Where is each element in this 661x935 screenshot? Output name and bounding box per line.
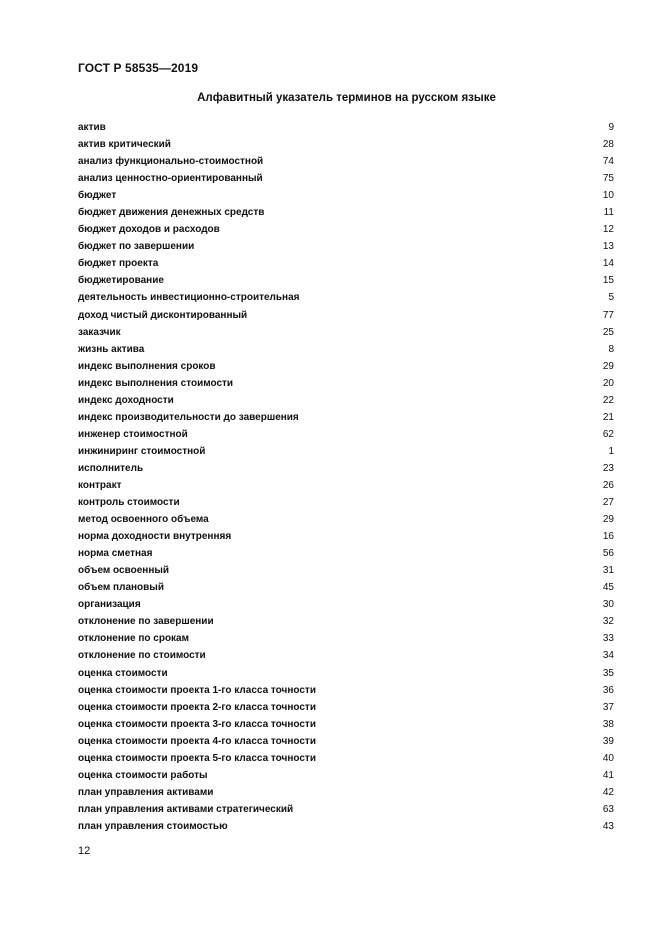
index-entry-page: 13 <box>602 241 614 253</box>
index-entry-page: 1 <box>608 445 614 457</box>
index-entry-term: заказчик <box>78 326 121 338</box>
index-entry-page: 15 <box>602 275 614 287</box>
index-entry <box>78 122 614 139</box>
index-entry-page: 74 <box>602 156 614 168</box>
index-entry-page: 29 <box>602 514 614 526</box>
index-entry-page: 63 <box>602 803 614 815</box>
index-entry-term: актив <box>78 122 106 133</box>
index-entry <box>78 685 614 702</box>
index-entry-page: 75 <box>602 173 614 185</box>
index-entry-term: оценка стоимости <box>78 667 168 679</box>
index-entry <box>78 616 614 633</box>
index-entry-term: отклонение по стоимости <box>78 650 206 662</box>
index-entry <box>78 207 614 224</box>
index-entry <box>78 804 614 821</box>
index-entry <box>78 650 614 667</box>
index-entry-page: 35 <box>602 667 614 679</box>
document-header: ГОСТ Р 58535—2019 <box>78 61 199 75</box>
index-entry-page: 29 <box>602 360 614 372</box>
index-entry <box>78 821 614 838</box>
index-entry-term: анализ функционально-стоимостной <box>78 156 264 168</box>
index-entry <box>78 770 614 787</box>
index-entry-page: 5 <box>608 292 614 304</box>
index-entry <box>78 327 614 344</box>
index-entry-term: план управления активами стратегический <box>78 803 294 815</box>
index-entry <box>78 224 614 241</box>
index-entry-term: контракт <box>78 479 122 491</box>
index-entry-term: организация <box>78 599 141 611</box>
index-entry-term: анализ ценностно-ориентированный <box>78 173 263 185</box>
index-entry-term: план управления стоимостью <box>78 820 228 832</box>
index-entry <box>78 378 614 395</box>
index-entry-term: норма доходности внутренняя <box>78 531 232 543</box>
index-entry-page: 31 <box>602 565 614 577</box>
index-entry-page: 36 <box>602 684 614 696</box>
index-entry-term: бюджетирование <box>78 275 164 287</box>
index-entry-term: оценка стоимости проекта 4-го класса точности <box>78 735 316 747</box>
index-entry <box>78 753 614 770</box>
index-entry-term: бюджет доходов и расходов <box>78 224 220 236</box>
index-entry-page: 77 <box>602 309 614 321</box>
index-entry <box>78 514 614 531</box>
index-entry-term: бюджет проекта <box>78 258 159 270</box>
index-entry-page: 41 <box>602 769 614 781</box>
index-entry <box>78 292 614 309</box>
index-entry-page: 45 <box>602 582 614 594</box>
index-entry-term: отклонение по завершении <box>78 616 214 628</box>
index-entry-term: бюджет движения денежных средств <box>78 207 265 219</box>
index-entry-term: деятельность инвестиционно-строительная <box>78 292 300 304</box>
index-entry-page: 25 <box>602 326 614 338</box>
index-entry-page: 39 <box>602 735 614 747</box>
index-entry-page: 21 <box>602 411 614 423</box>
index-entry-term: контроль стоимости <box>78 497 180 509</box>
index-entry-page: 27 <box>602 497 614 509</box>
index-entry <box>78 463 614 480</box>
index-entry-page: 42 <box>602 786 614 798</box>
index-entry-term: индекс выполнения сроков <box>78 360 216 372</box>
index-entry <box>78 241 614 258</box>
index-entry-page: 38 <box>602 718 614 730</box>
index-entry <box>78 446 614 463</box>
index-entry-term: бюджет по завершении <box>78 241 195 253</box>
index-entry-page: 14 <box>602 258 614 270</box>
index-entry-page: 32 <box>602 616 614 628</box>
term-index-list <box>78 122 614 838</box>
index-entry <box>78 702 614 719</box>
index-entry-page: 28 <box>602 139 614 151</box>
index-entry <box>78 156 614 173</box>
index-entry-page: 10 <box>602 190 614 202</box>
index-entry-term: инжиниринг стоимостной <box>78 445 206 457</box>
index-entry <box>78 139 614 156</box>
index-entry <box>78 599 614 616</box>
index-entry-term: жизнь актива <box>78 343 145 355</box>
index-entry-term: оценка стоимости работы <box>78 769 208 781</box>
index-entry <box>78 361 614 378</box>
index-entry-page: 37 <box>602 701 614 713</box>
index-entry <box>78 633 614 650</box>
index-title: Алфавитный указатель терминов на русском языке <box>197 92 496 104</box>
index-entry-term: исполнитель <box>78 462 144 474</box>
index-entry-term: бюджет <box>78 190 117 202</box>
index-entry-page: 20 <box>602 377 614 389</box>
index-entry-term: план управления активами <box>78 786 214 798</box>
index-entry-page: 62 <box>602 428 614 440</box>
index-entry <box>78 531 614 548</box>
index-entry <box>78 565 614 582</box>
index-entry <box>78 310 614 327</box>
index-entry-term: актив критический <box>78 139 171 151</box>
index-entry <box>78 395 614 412</box>
index-entry-term: оценка стоимости проекта 5-го класса точности <box>78 752 316 764</box>
index-entry-term: норма сметная <box>78 548 153 560</box>
index-entry <box>78 582 614 599</box>
index-entry-page: 34 <box>602 650 614 662</box>
index-entry <box>78 736 614 753</box>
index-entry <box>78 719 614 736</box>
index-entry-page: 40 <box>602 752 614 764</box>
index-entry-term: объем освоенный <box>78 565 170 577</box>
index-entry-term: инженер стоимостной <box>78 428 188 440</box>
index-entry-term: объем плановый <box>78 582 164 594</box>
index-entry-page: 23 <box>602 462 614 474</box>
page-number: 12 <box>78 845 91 857</box>
index-entry-page: 22 <box>602 394 614 406</box>
index-entry-term: индекс производительности до завершения <box>78 411 299 423</box>
index-entry-term: оценка стоимости проекта 3-го класса точности <box>78 718 316 730</box>
index-entry <box>78 429 614 446</box>
index-entry <box>78 173 614 190</box>
index-entry-term: индекс выполнения стоимости <box>78 377 234 389</box>
index-entry <box>78 497 614 514</box>
index-entry <box>78 668 614 685</box>
index-entry <box>78 275 614 292</box>
index-entry-page: 16 <box>602 531 614 543</box>
index-entry <box>78 190 614 207</box>
index-entry-term: оценка стоимости проекта 1-го класса точности <box>78 684 316 696</box>
index-entry <box>78 548 614 565</box>
index-entry <box>78 787 614 804</box>
index-entry-term: метод освоенного объема <box>78 514 209 526</box>
index-entry-term: отклонение по срокам <box>78 633 190 645</box>
index-entry-page: 43 <box>602 820 614 832</box>
index-entry-page: 12 <box>602 224 614 236</box>
index-entry <box>78 412 614 429</box>
index-entry-page: 26 <box>602 479 614 491</box>
index-entry-page: 9 <box>608 122 614 133</box>
index-entry-term: доход чистый дисконтированный <box>78 309 248 321</box>
index-entry-term: индекс доходности <box>78 394 174 406</box>
index-entry-page: 30 <box>602 599 614 611</box>
index-entry-term: оценка стоимости проекта 2-го класса точности <box>78 701 316 713</box>
index-entry-page: 33 <box>602 633 614 645</box>
index-entry <box>78 258 614 275</box>
index-entry-page: 56 <box>602 548 614 560</box>
index-entry <box>78 480 614 497</box>
index-entry-page: 8 <box>608 343 614 355</box>
index-entry <box>78 344 614 361</box>
index-entry-page: 11 <box>603 207 614 219</box>
